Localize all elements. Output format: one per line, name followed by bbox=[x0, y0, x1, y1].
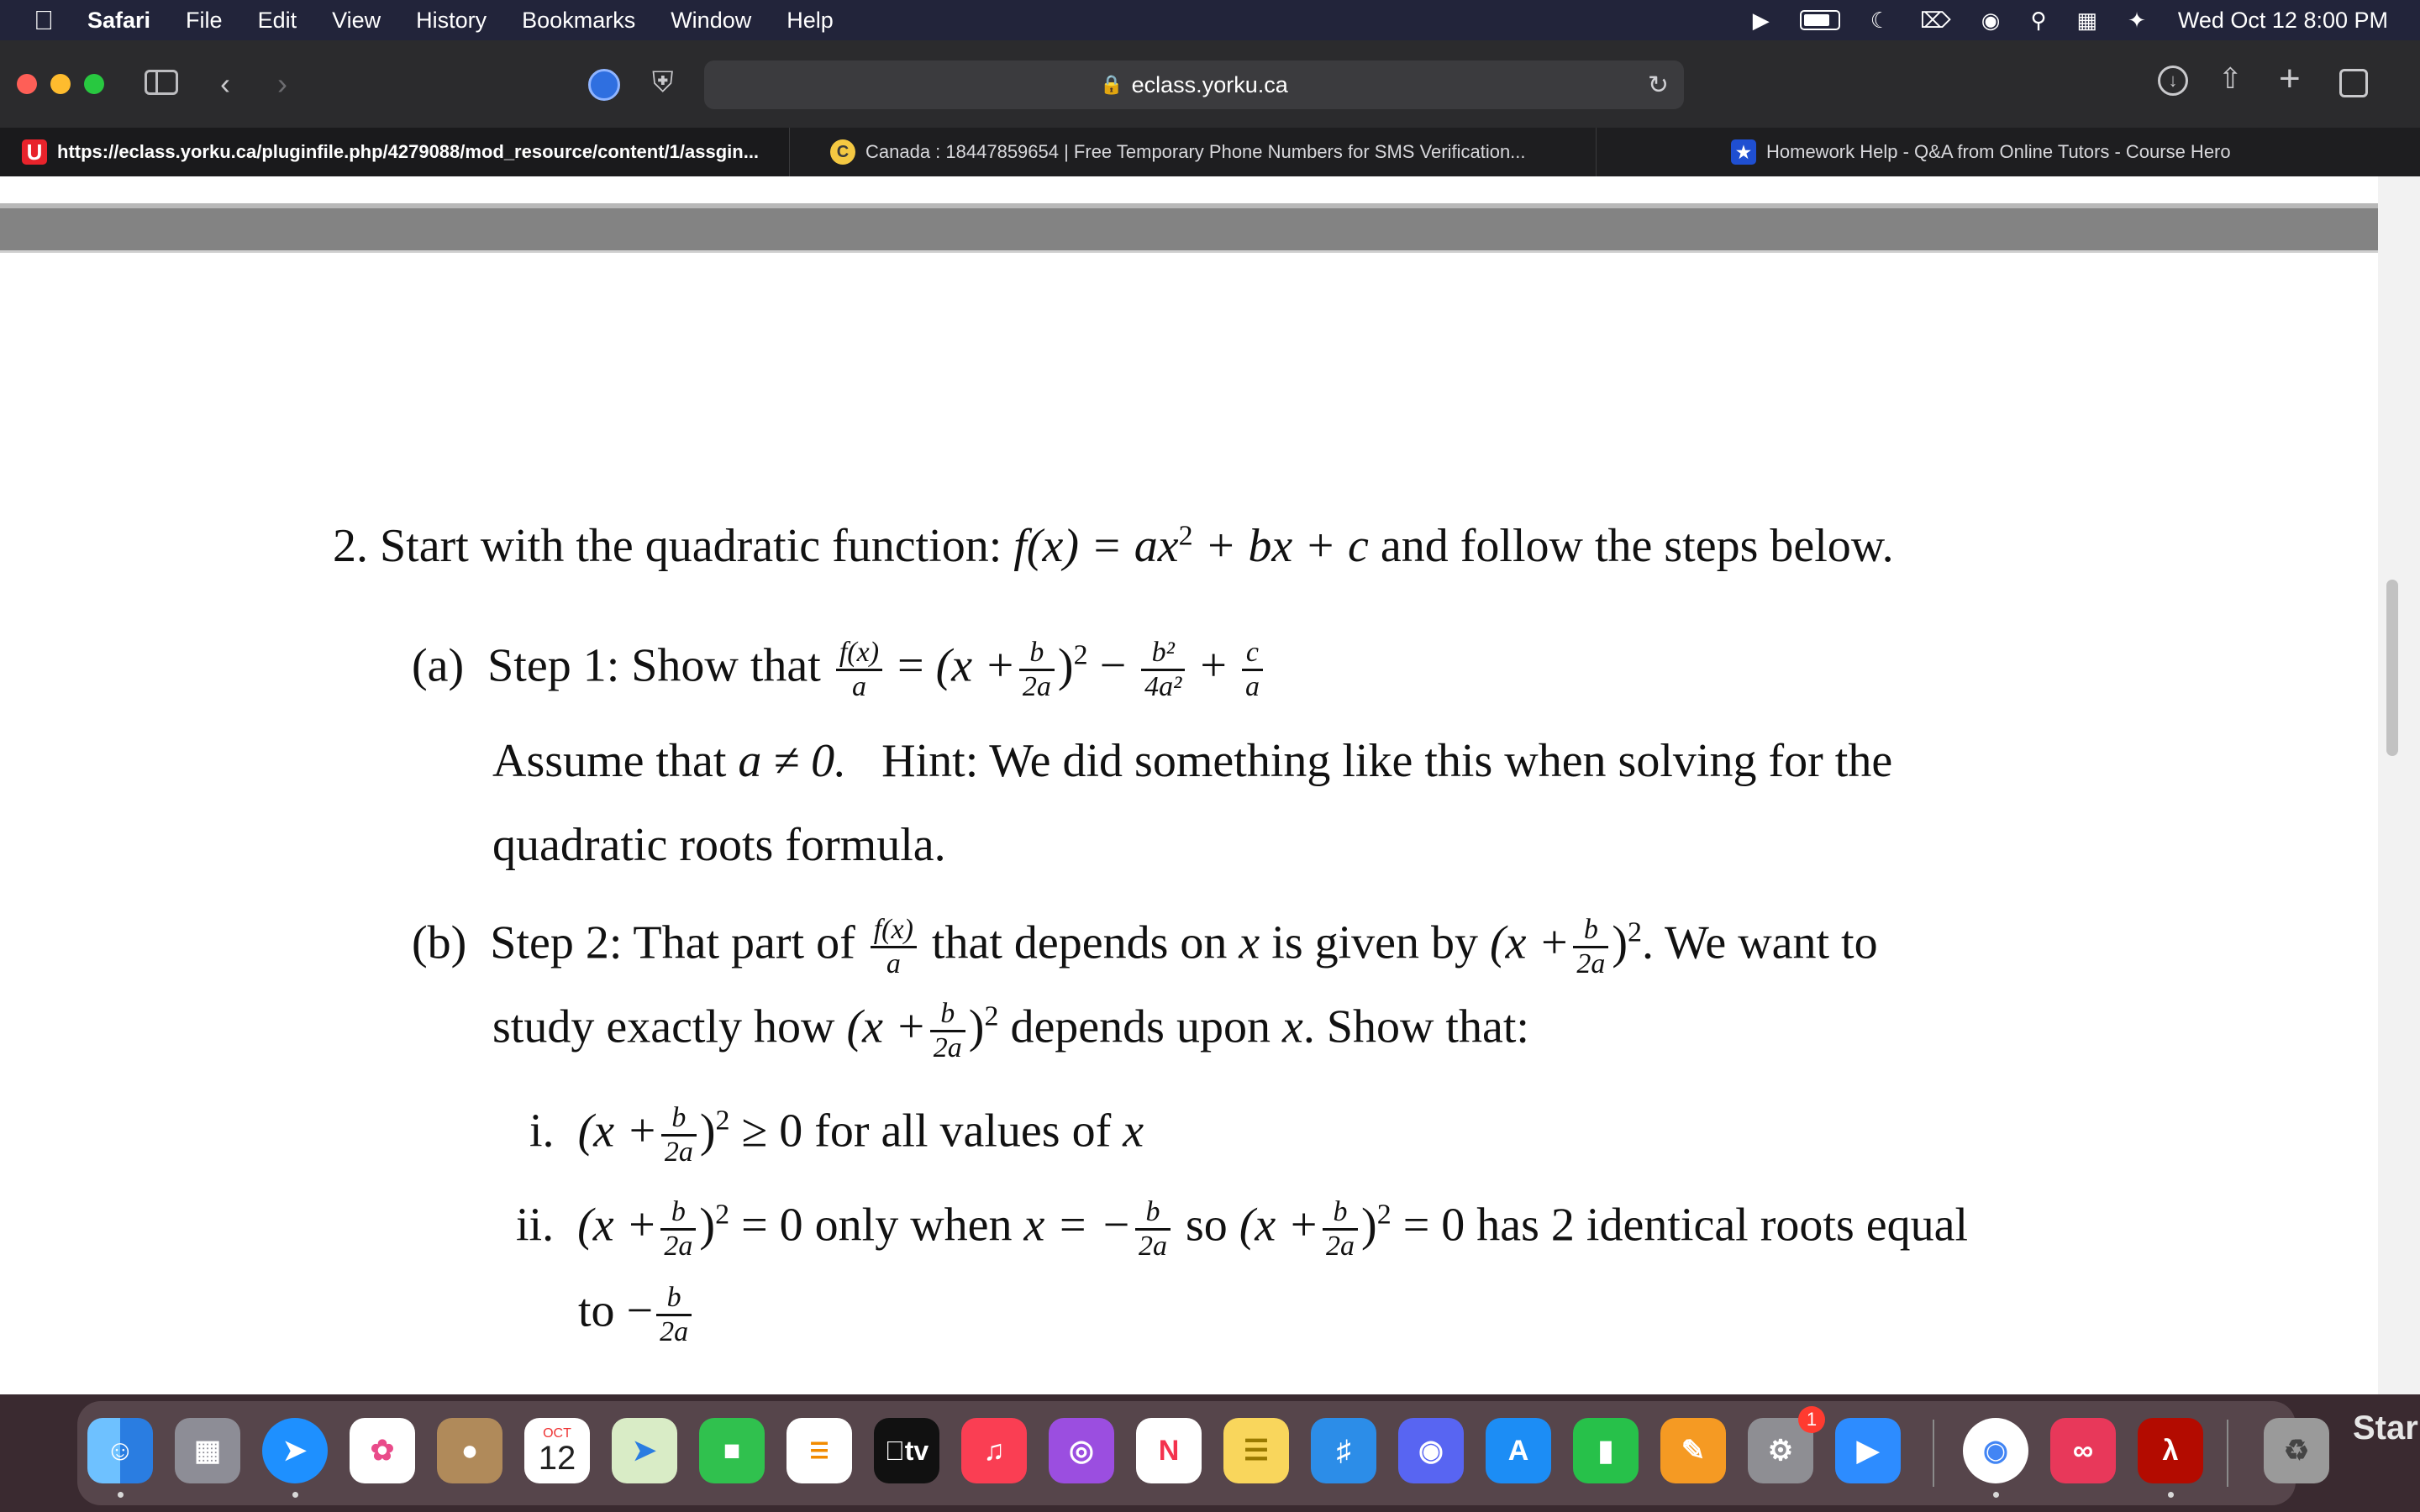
menu-edit[interactable]: Edit bbox=[237, 7, 277, 33]
menu-history[interactable]: History bbox=[396, 7, 467, 33]
menu-view[interactable]: View bbox=[312, 7, 361, 33]
tab-course-hero[interactable] bbox=[1597, 128, 2420, 176]
part-b-line-2: study exactly how (x + $\frac{b}{2a}$ )$^2$ depends upon x. Show that: bbox=[492, 998, 1529, 1063]
address-bar[interactable] bbox=[704, 60, 1684, 109]
podcasts-icon[interactable]: ◎ bbox=[1049, 1418, 1114, 1483]
chrome-icon[interactable]: ◉ bbox=[1963, 1418, 2028, 1483]
app-store-icon[interactable]: A bbox=[1486, 1418, 1551, 1483]
menu-window[interactable]: Window bbox=[650, 7, 732, 33]
menu-app-name[interactable]: Safari bbox=[67, 7, 131, 33]
scrollbar-thumb[interactable] bbox=[2386, 580, 2398, 756]
dock-edge-label: Star bbox=[2353, 1410, 2418, 1446]
numbers-icon[interactable]: ▮ bbox=[1573, 1418, 1639, 1483]
dock-separator bbox=[2227, 1420, 2228, 1487]
window-close-button[interactable] bbox=[17, 74, 37, 94]
part-b-item-ii: ii. (x + $\frac{b}{2a}$ )$^2$ = 0 only when x = − $\frac{b}{2a}$ so (x + $\frac{b}{2a}$ )$^2$ = 0 has 2 identical roots equal bbox=[516, 1196, 1969, 1262]
apple-tv-icon[interactable]: tv bbox=[874, 1418, 939, 1483]
system-settings-icon[interactable]: ⚙ bbox=[1748, 1418, 1813, 1483]
maps-icon[interactable]: ➤ bbox=[612, 1418, 677, 1483]
menu-bar bbox=[0, 0, 2420, 40]
moon-icon[interactable]: ☾ bbox=[1870, 7, 1890, 33]
safari-icon[interactable]: ➤ bbox=[262, 1418, 328, 1483]
page-separator bbox=[0, 203, 2378, 253]
running-indicator bbox=[2168, 1492, 2174, 1498]
settings-badge: 1 bbox=[1798, 1406, 1825, 1433]
contacts-icon[interactable]: ● bbox=[437, 1418, 502, 1483]
zoom-icon[interactable]: ▶ bbox=[1835, 1418, 1901, 1483]
back-chevron-icon[interactable]: ‹ bbox=[220, 66, 230, 101]
sidebar-toggle-icon[interactable] bbox=[145, 70, 178, 95]
pages-icon[interactable]: ✎ bbox=[1660, 1418, 1726, 1483]
part-b-line-1: (b) Step 2: That part of $\frac{f(x)}{a}$ that depends on x is given by (x + $\frac{b}{2a}$ )$^2$. We want to bbox=[412, 914, 1878, 979]
window-minimize-button[interactable] bbox=[50, 74, 71, 94]
browser-toolbar bbox=[0, 40, 2420, 129]
photos-icon[interactable]: ✿ bbox=[350, 1418, 415, 1483]
battery-icon[interactable] bbox=[1800, 10, 1840, 30]
tab-label: https://eclass.yorku.ca/pluginfile.php/4279088/mod_resource/content/1/assgin... bbox=[57, 141, 760, 162]
facetime-icon[interactable]: ■ bbox=[699, 1418, 765, 1483]
siri-icon[interactable]: ✦ bbox=[2128, 7, 2146, 33]
part-a-line-3: quadratic roots formula. bbox=[492, 819, 946, 871]
pdf-viewer[interactable] bbox=[0, 176, 2378, 1394]
keynote-icon[interactable]: ♯ bbox=[1311, 1418, 1376, 1483]
creative-cloud-icon[interactable]: ∞ bbox=[2050, 1418, 2116, 1483]
launchpad-icon[interactable]: ▦ bbox=[175, 1418, 240, 1483]
trash-icon[interactable]: ♻ bbox=[2264, 1418, 2329, 1483]
search-icon[interactable]: ⚲ bbox=[2030, 7, 2047, 33]
running-indicator bbox=[118, 1492, 124, 1498]
address-url: eclass.yorku.ca bbox=[1131, 71, 1288, 97]
finder-icon[interactable]: ☺ bbox=[87, 1418, 153, 1483]
part-b-item-i: i. (x + $\frac{b}{2a}$ )$^2$ ≥ 0 for all values of x bbox=[529, 1102, 1144, 1168]
tab-overview-icon[interactable] bbox=[2339, 69, 2368, 97]
music-icon[interactable]: ♫ bbox=[961, 1418, 1027, 1483]
reload-icon[interactable]: ↻ bbox=[1647, 71, 1669, 99]
tab-eclass[interactable] bbox=[0, 128, 790, 176]
tab-favicon-icon: C bbox=[830, 139, 855, 165]
lock-icon: 🔒 bbox=[1100, 74, 1123, 95]
menu-help[interactable]: Help bbox=[766, 7, 813, 33]
menu-file[interactable]: File bbox=[166, 7, 203, 33]
part-b-item-ii-continued: to − $\frac{b}{2a}$ bbox=[578, 1282, 695, 1348]
wifi-icon[interactable]: ◉ bbox=[1981, 7, 2001, 33]
tab-phone-numbers[interactable] bbox=[790, 128, 1597, 176]
extension-icon[interactable] bbox=[588, 69, 620, 101]
question-2-line: 2. Start with the quadratic function: $f(x) = ax^2$ + bx + c and follow the steps below. bbox=[333, 520, 1894, 572]
calendar-icon[interactable]: OCT 12 bbox=[524, 1418, 590, 1483]
downloads-icon[interactable]: ↓ bbox=[2158, 66, 2188, 96]
share-icon[interactable]: ⇧ bbox=[2218, 63, 2243, 95]
bluetooth-icon[interactable]: ⌦ bbox=[1920, 7, 1951, 33]
window-zoom-button[interactable] bbox=[84, 74, 104, 94]
tab-favicon-icon: U bbox=[22, 139, 47, 165]
control-center-icon[interactable]: ▦ bbox=[2076, 7, 2098, 33]
tab-label: Homework Help - Q&A from Online Tutors - Course Hero bbox=[1766, 141, 2231, 162]
acrobat-icon[interactable]: λ bbox=[2138, 1418, 2203, 1483]
reminders-icon[interactable]: ☰ bbox=[786, 1418, 852, 1483]
tab-favicon-icon: ★ bbox=[1731, 139, 1756, 165]
scrollbar-track[interactable] bbox=[2378, 176, 2420, 1394]
tab-bar bbox=[0, 128, 2420, 176]
dock-separator bbox=[1933, 1420, 1934, 1487]
news-icon[interactable]: N bbox=[1136, 1418, 1202, 1483]
forward-chevron-icon[interactable]: › bbox=[277, 66, 287, 101]
running-indicator bbox=[292, 1492, 298, 1498]
play-icon[interactable]: ▶ bbox=[1752, 7, 1770, 33]
privacy-shield-icon[interactable]: ⛨ bbox=[652, 66, 674, 98]
part-a-line-1: (a) Step 1: Show that $\frac{f(x)}{a}$ = (x + $\frac{b}{2a}$ )$^2$ − $\frac{\text{b²}}{\text{4a²}}$ + $\frac{c}{a}$ bbox=[412, 637, 1266, 703]
tab-label: Canada : 18447859654 | Free Temporary Phone Numbers for SMS Verification... bbox=[865, 141, 1526, 162]
fraction: $\frac{f(x)}{a}$ bbox=[836, 637, 882, 703]
new-tab-icon[interactable]: + bbox=[2279, 58, 2301, 99]
apple-icon[interactable] bbox=[34, 5, 54, 36]
notes-icon[interactable]: ☰ bbox=[1223, 1418, 1289, 1483]
menu-bookmarks[interactable]: Bookmarks bbox=[502, 7, 616, 33]
running-indicator bbox=[1993, 1492, 1999, 1498]
part-a-line-2: Assume that a ≠ 0. Hint: We did something like this when solving for the bbox=[492, 735, 1893, 787]
discord-icon[interactable]: ◉ bbox=[1398, 1418, 1464, 1483]
menu-clock[interactable]: Wed Oct 12 8:00 PM bbox=[2177, 7, 2388, 33]
